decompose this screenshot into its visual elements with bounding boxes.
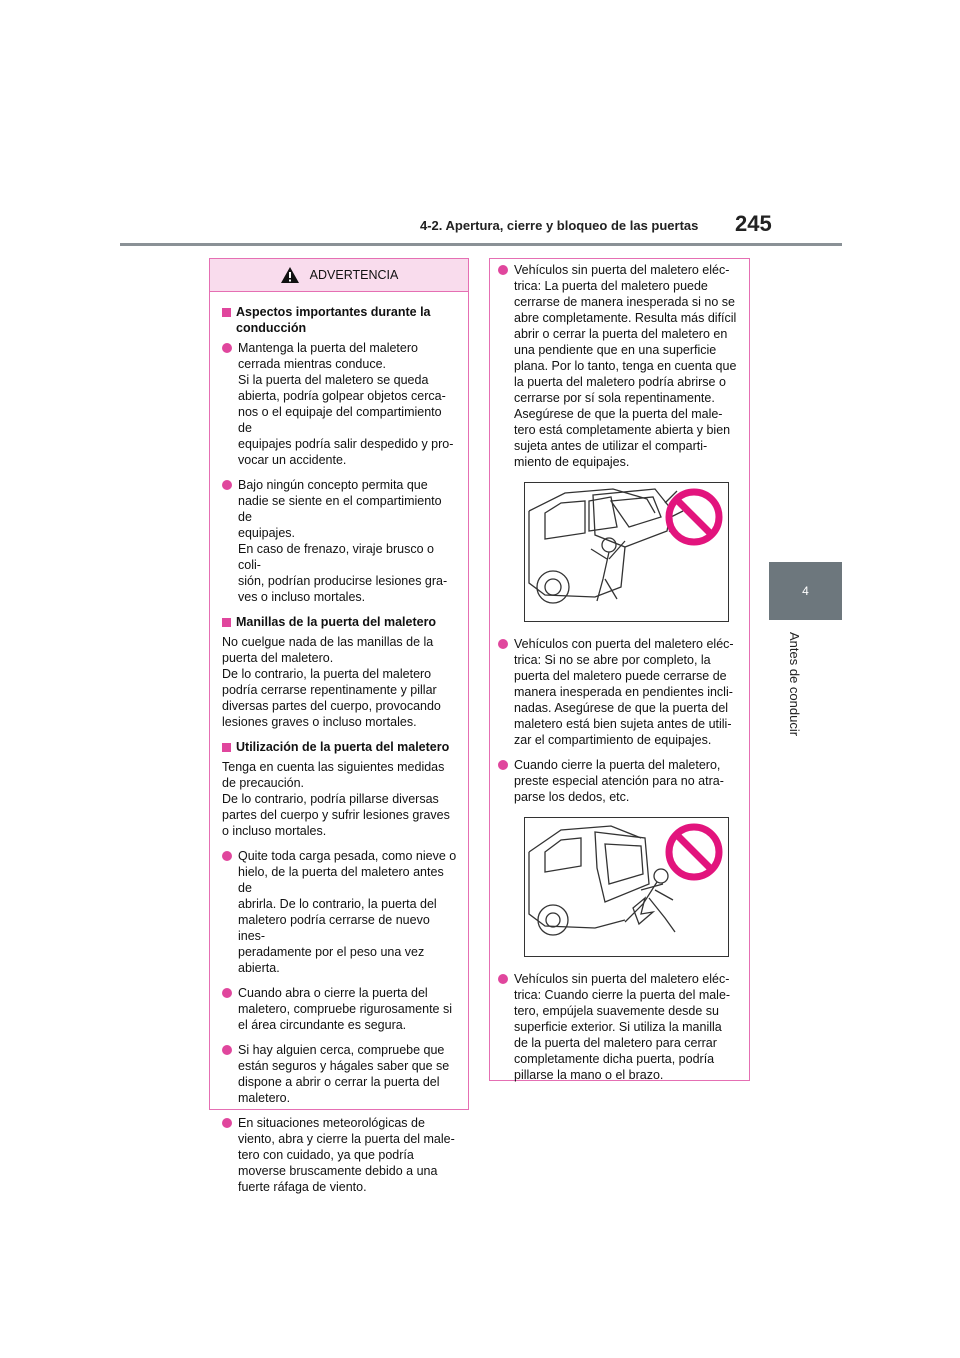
round-bullet-icon bbox=[498, 265, 508, 275]
section-title: 4-2. Apertura, cierre y bloqueo de las puertas bbox=[420, 218, 699, 233]
tailgate-hazard-illustration bbox=[524, 482, 729, 622]
paragraph: Tenga en cuenta las siguientes medidas de precaución. De lo contrario, podría pillarse diversas partes del cuerpo y sufrir lesiones graves o incluso mortales. bbox=[222, 760, 450, 838]
bullet-item: Bajo ningún concepto permita que nadie se siente en el compartimiento de equipajes. En caso de frenazo, viraje brusco o coli- sión, podrían producirse lesiones gra- ves o incluso mortales. bbox=[222, 477, 458, 605]
round-bullet-icon bbox=[222, 1045, 232, 1055]
warning-panel-right bbox=[489, 258, 750, 1081]
bullet-item: Cuando cierre la puerta del maletero, preste especial atención para no atra- parse los dedos, etc. bbox=[498, 757, 739, 805]
round-bullet-icon bbox=[222, 480, 232, 490]
bullet-item: Si hay alguien cerca, compruebe que están seguros y hágales saber que se dispone a abrir o cerrar la puerta del maletero. bbox=[222, 1042, 458, 1106]
prohibition-icon bbox=[664, 822, 724, 882]
warning-triangle-icon bbox=[280, 266, 300, 284]
round-bullet-icon bbox=[498, 760, 508, 770]
subsection-heading: Utilización de la puerta del maletero bbox=[222, 739, 458, 755]
bullet-item: Cuando abra o cierre la puerta del maletero, compruebe rigurosamente si el área circundante es segura. bbox=[222, 985, 458, 1033]
warning-heading: ADVERTENCIA bbox=[309, 268, 399, 282]
square-bullet-icon bbox=[222, 308, 231, 317]
round-bullet-icon bbox=[222, 988, 232, 998]
round-bullet-icon bbox=[222, 1118, 232, 1128]
bullet-item: Vehículos con puerta del maletero eléc- trica: Si no se abre por completo, la puerta del maletero puede cerrarse de manera inesperada en pendientes incli- nadas. Asegúrese de que la puerta del maletero está bien sujeta antes de utili- zar el compartimiento de equipajes. bbox=[498, 636, 739, 748]
bullet-item: Quite toda carga pesada, como nieve o hielo, de la puerta del maletero antes de abrirla. De lo contrario, la puerta del maletero podría cerrarse de nuevo ines- peradamente por el peso una vez abierta. bbox=[222, 848, 458, 976]
finger-pinch-illustration bbox=[524, 817, 729, 957]
bullet-item: Vehículos sin puerta del maletero eléc- trica: La puerta del maletero puede cerrarse de manera inesperada si no se abre completamente. Resulta más difícil abrir o cerrar la puerta del maletero en una pendiente que en una superficie plana. Por lo tanto, tenga en cuenta que la puerta del maletero podría abrirse o cerrarse por sí sola repentinamente. Asegúrese de que la puerta del male- tero está completamente abierta y bien sujeta antes de utilizar el comparti- miento de equipajes. bbox=[498, 262, 739, 470]
header-rule bbox=[120, 243, 842, 246]
bullet-item: Mantenga la puerta del maletero cerrada mientras conduce. Si la puerta del maletero se queda abierta, podría golpear objetos cerca- nos o el equipaje del compartimiento de equipajes podría salir despedido y pro- vocar un accidente. bbox=[222, 340, 458, 468]
square-bullet-icon bbox=[222, 743, 231, 752]
subsection-heading: Aspectos importantes durante la conducción bbox=[222, 304, 458, 336]
warning-header bbox=[210, 259, 468, 292]
round-bullet-icon bbox=[498, 639, 508, 649]
round-bullet-icon bbox=[498, 974, 508, 984]
subsection-heading: Manillas de la puerta del maletero bbox=[222, 614, 458, 630]
round-bullet-icon bbox=[222, 343, 232, 353]
square-bullet-icon bbox=[222, 618, 231, 627]
warning-panel-left bbox=[209, 258, 469, 1194]
page-number: 245 bbox=[735, 211, 772, 236]
bullet-item: Vehículos sin puerta del maletero eléc- trica: Cuando cierre la puerta del male- tero, empújela suavemente desde su superficie exterior. Si utiliza la manilla de la puerta del maletero para cerrar completamente dicha puerta, podría pillarse la mano o el brazo. bbox=[498, 971, 739, 1083]
paragraph: No cuelgue nada de las manillas de la puerta del maletero. De lo contrario, la puerta del maletero podría cerrarse repentinamente y pillar diversas partes del cuerpo, provocando lesiones graves o incluso mortales. bbox=[222, 635, 441, 729]
chapter-number: 4 bbox=[802, 584, 809, 598]
bullet-item: En situaciones meteorológicas de viento, abra y cierre la puerta del male- tero con cuidado, ya que podría moverse bruscamente debido a una fuerte ráfaga de viento. bbox=[222, 1115, 458, 1195]
chapter-title: Antes de conducir bbox=[787, 632, 802, 737]
round-bullet-icon bbox=[222, 851, 232, 861]
prohibition-icon bbox=[664, 487, 724, 547]
warning-left-content bbox=[210, 292, 468, 1210]
chapter-tab bbox=[769, 562, 842, 620]
warning-right-content bbox=[490, 259, 749, 1098]
